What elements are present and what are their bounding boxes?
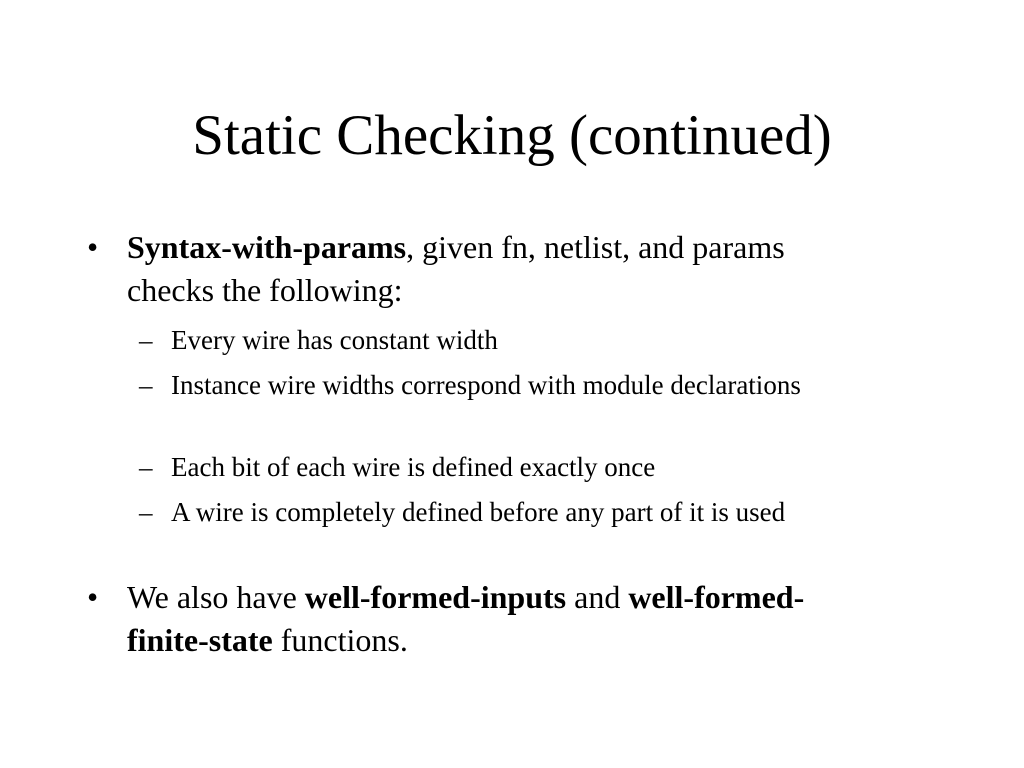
bullet-syntax-with-params [87,226,867,312]
dash-marker: – [139,452,153,482]
term-well-formed-inputs: well-formed-inputs [304,579,567,615]
bullet-text-part1: We also have [127,579,305,615]
dash-marker: – [139,370,153,400]
subitem-text: Every wire has constant width [171,325,498,355]
bullet-well-formed [87,576,867,662]
bullet-text: , given fn, netlist, and params checks the following: [127,229,785,308]
dash-marker: – [139,325,153,355]
bullet-marker: • [87,229,99,265]
subitem-completely-defined [139,494,891,530]
subitem-text: A wire is completely defined before any part of it is used [171,497,786,527]
bullet-marker: • [87,579,99,615]
subitem-text: Instance wire widths correspond with module declarations [171,370,801,400]
subitem-each-bit-defined [139,449,891,485]
term-syntax-with-params: Syntax-with-params [127,229,407,265]
dash-marker: – [139,497,153,527]
subitem-constant-width [139,322,891,358]
subitem-text: Each bit of each wire is defined exactly once [171,452,656,482]
slide-title: Static Checking (continued) [192,104,832,167]
term-well-formed-finite-state: well-formed-finite-state [127,579,805,658]
bullet-text-part2: and [566,579,629,615]
subitem-instance-wire-widths [139,367,891,403]
bullet-text-part3: functions. [272,622,408,658]
